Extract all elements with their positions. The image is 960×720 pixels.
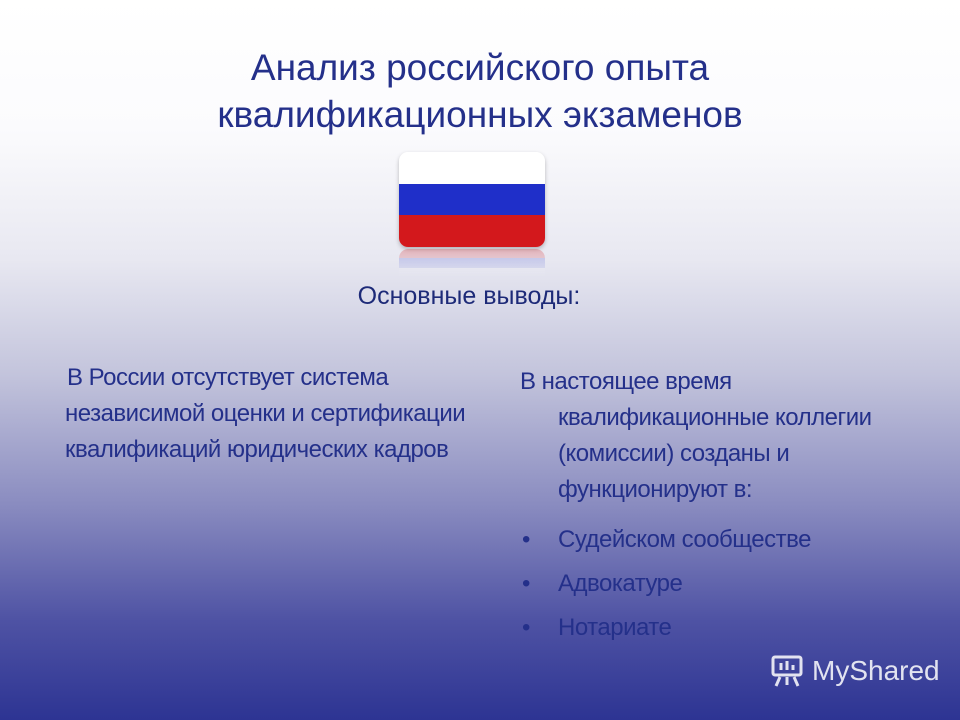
slide-title [0, 44, 960, 138]
reflection-stripe [399, 249, 545, 258]
list-item [520, 522, 940, 558]
flag-reflection [399, 249, 545, 277]
right-conclusion-block [520, 364, 940, 654]
flag-stripe-red [399, 215, 545, 247]
flag-stripe-blue [399, 184, 545, 216]
bullet-icon: • [522, 614, 530, 641]
section-subtitle: Основные выводы: [357, 282, 581, 310]
list-item [520, 610, 940, 646]
bullet-icon: • [522, 526, 530, 553]
title-line-1: Анализ российского опыта [250, 47, 710, 88]
right-intro-text: В настоящее время квалификационные коллегии (комиссии) созданы и функционируют в: [520, 368, 872, 503]
brand-name: MyShared [812, 655, 940, 686]
brand-watermark [770, 654, 940, 688]
left-conclusion-text: В России отсутствует система независимой оценки и сертификации квалификаций юридических кадров [65, 364, 466, 463]
reflection-stripe [399, 268, 545, 277]
presentation-board-icon [770, 654, 804, 688]
bullet-icon: • [522, 570, 530, 597]
flag-image [399, 152, 545, 247]
russian-flag-icon [399, 152, 545, 277]
bullet-text: Судейском сообществе [558, 526, 811, 553]
list-item [520, 566, 940, 602]
flag-stripe-white [399, 152, 545, 184]
bullet-text: Нотариате [558, 614, 672, 641]
bullet-text: Адвокатуре [558, 570, 683, 597]
reflection-stripe [399, 258, 545, 267]
title-line-2: квалификационных экзаменов [217, 94, 743, 135]
bullet-list [520, 522, 940, 646]
